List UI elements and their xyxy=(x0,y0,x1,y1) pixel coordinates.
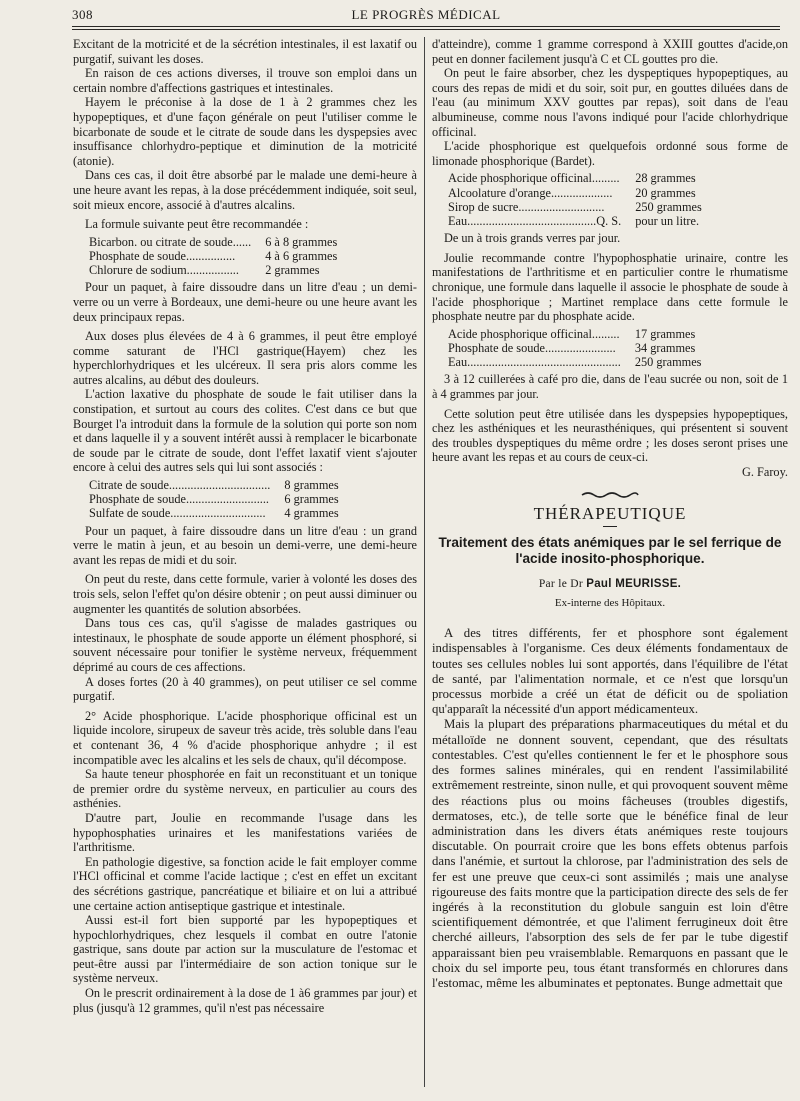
formula-row: Alcoolature d'orange.................... 20 grammes xyxy=(448,185,696,200)
paragraph: De un à trois grands verres par jour. xyxy=(444,231,621,246)
paragraph: On le prescrit ordinairement à la dose de 1 à6 grammes par jour) et plus (jusqu'à 12 grammes, qu'il n'est pas nécessaire xyxy=(73,986,417,1015)
paragraph: Aussi est-il fort bien supporté par les hypopeptiques et hypochlorhydriques, chez lesquels il combat en outre l'atonie gastrique, sans doute par action sur la musculature de l'estomac et peut-être aussi par l'intermédiaire de son action tonique sur le système nerveux. xyxy=(73,913,417,986)
author-line xyxy=(432,577,788,592)
formula-row: Phosphate de soude....................... 34 grammes xyxy=(448,340,696,355)
paragraph: Hayem le préconise à la dose de 1 à 2 grammes chez les hypopeptiques, et d'une façon générale on peut l'utiliser comme le bicarbonate de soude et le citrate de soude dans les dyspepsies avec insuffisance chlorhydro-peptique et diminution de la motricité (atonie). xyxy=(73,95,417,168)
formula-row: Phosphate de soude................ 4 à 6 grammes xyxy=(89,248,338,263)
paragraph: d'atteindre), comme 1 gramme correspond à XXIII gouttes d'acide,on peut en donner facilement jusqu'à C et CL gouttes pro die. xyxy=(432,37,788,66)
article-title: Traitement des états anémiques par le sel ferrique de l'acide inosito-phosphorique. xyxy=(438,535,782,567)
formula-row: Acide phosphorique officinal......... 17 grammes xyxy=(448,326,696,341)
paragraph: Aux doses plus élevées de 4 à 6 grammes, il peut être employé comme saturant de l'HCl gastrique(Hayem) chez les hyperchlorhydriques et les ulcéreux. Il sera pris alors comme les autres alcalins, au début des douleurs. xyxy=(73,329,417,387)
paragraph: Dans ces cas, il doit être absorbé par le malade une demi-heure à une heure avant les repas, à la dose précédemment indiquée, soit seul, soit mieux encore, associé à d'autres alcalins. xyxy=(73,168,417,212)
ornament-divider-icon xyxy=(580,491,640,499)
paragraph: On peut du reste, dans cette formule, varier à volonté les doses des trois sels, selon l'effet qu'on désire obtenir ; on peut aussi diminuer ou augmenter les quantités de solution absorbées. xyxy=(73,572,417,616)
section-title: THÉRAPEUTIQUE xyxy=(533,504,687,524)
formula-row: Eau.................................................. 250 grammes xyxy=(448,355,702,370)
column-rule xyxy=(424,37,425,1087)
paragraph: 2° Acide phosphorique. L'acide phosphorique officinal est un liquide incolore, sirupeux de saveur très acide, très soluble dans l'eau et contenant 36, 4 % d'acide phosphorique anhydre ; il est incompatible avec les alcalins et les sels de chaux, qu'il décompose. xyxy=(73,708,417,767)
formula-table xyxy=(448,171,702,228)
paragraph: La formule suivante peut être recommandée : xyxy=(85,217,309,232)
paragraph: Joulie recommande contre l'hypophosphatie urinaire, contre les manifestations de l'arthritisme et en particulier contre le rhumatisme chronique, une formule dans laquelle il associe le phosphate de soude à l'acide phosphorique ; Martinet remplace dans cette formule le phosphate neutre par du phosphate acide. xyxy=(432,250,788,324)
signature: G. Faroy. xyxy=(742,464,788,479)
paragraph: Dans tous ces cas, qu'il s'agisse de malades gastriques ou intestinaux, le phosphate de soude apporte un élément phosphoré, si souvent nécessaire pour tonifier le système nerveux, fréquemment déprimé au cours de ces affections. xyxy=(73,616,417,674)
paragraph: L'acide phosphorique est quelquefois ordonné sous forme de limonade phosphorique (Bardet). xyxy=(432,139,788,168)
paragraph: Excitant de la motricité et de la sécrétion intestinales, il est laxatif ou purgatif, suivant les doses. xyxy=(73,37,417,66)
title-rule xyxy=(603,526,617,527)
formula-row: Phosphate de soude........................... 6 grammes xyxy=(89,492,339,507)
formula-table xyxy=(89,478,339,521)
author-name: Paul MEURISSE. xyxy=(586,578,682,591)
formula-row: Eau..........................................Q. S. pour un litre. xyxy=(448,213,700,228)
paragraph: D'autre part, Joulie en recommande l'usage dans les hypophosphaties urinaires et les manifestations variées de l'arthritisme. xyxy=(73,810,417,855)
left-column xyxy=(73,37,417,1095)
paragraph: En raison de ces actions diverses, il trouve son emploi dans un certain nombre d'affections gastriques et intestinales. xyxy=(73,66,417,95)
paragraph: A des titres différents, fer et phosphore sont également indispensables à l'organisme. Ces deux éléments fondamentaux de toutes ses cellules nobles lui sont apportés, dans l'équilibre de l'état de santé, par l'alimentation normale, et ce n'est que lorsqu'un processus morbide a créé un état de déficit ou de spoliation qu'apparaît la nécessité d'un apport médicamenteux. xyxy=(432,626,788,717)
formula-row: Sirop de sucre............................ 250 grammes xyxy=(448,199,702,214)
paragraph: A doses fortes (20 à 40 grammes), on peut utiliser ce sel comme purgatif. xyxy=(73,674,417,704)
formula-row: Sulfate de soude............................... 4 grammes xyxy=(89,506,339,521)
formula-table xyxy=(89,235,337,278)
page-number: 308 xyxy=(72,7,93,22)
formula-row: Bicarbon. ou citrate de soude...... 6 à 8 grammes xyxy=(89,234,338,249)
running-header xyxy=(72,4,780,27)
journal-title: LE PROGRÈS MÉDICAL xyxy=(351,7,501,22)
paragraph: On peut le faire absorber, chez les dyspeptiques hypopeptiques, au cours des repas de midi et du soir, soit pur, en gouttes diluées dans de l'eau (au minimum XXV gouttes par repas), soit dans de l'eau albumineuse, comme nous l'avons indiqué pour l'acide chlorhydrique officinal. xyxy=(432,66,788,139)
paragraph: Sa haute teneur phosphorée en fait un reconstituant et un tonique de premier ordre du système nerveux, en particulier au cours des asthénies. xyxy=(73,767,417,811)
formula-row: Chlorure de sodium................. 2 grammes xyxy=(89,263,320,278)
paragraph: 3 à 12 cuillerées à café pro die, dans de l'eau sucrée ou non, soit de 1 à 4 grammes par jour. xyxy=(432,372,788,401)
paragraph: Cette solution peut être utilisée dans les dyspepsies hypopeptiques, chez les asthéniques et les neurasthéniques, qui présentent si souvent des troubles dyspeptiques du même ordre ; les doses seront prises une heure avant les repas et au cours de ceux-ci. xyxy=(432,406,788,465)
formula-row: Acide phosphorique officinal......... 28 grammes xyxy=(448,171,696,186)
right-column xyxy=(432,37,788,1095)
author-affiliation: Ex-interne des Hôpitaux. xyxy=(554,596,666,609)
author-prefix: Par le Dr xyxy=(538,578,584,591)
formula-row: Citrate de soude................................. 8 grammes xyxy=(89,478,339,493)
paragraph: L'action laxative du phosphate de soude le fait utiliser dans la constipation, et surtout au cours des colites. C'est dans ce but que Bourget l'a introduit dans la formule de la solution qui porte son nom et dans laquelle il y a souvent intérêt aussi à remplacer le bicarbonate de soude par le citrate de soude, dont l'effet laxatif vient s'ajouter encore à celui des autres sels qui lui sont associés : xyxy=(73,387,417,475)
paragraph: Mais la plupart des préparations pharmaceutiques du métal et du métalloïde ne donnent souvent, cependant, que des résultats contestables. C'est qu'elles contiennent le fer et le phosphore sous des formes salines minérales, qui en rendent l'assimilabilité extrêmement restreinte, sinon nulle, et qui provoquent souvent même des réactions plus ou moins fâcheuses (troubles digestifs, dermatoses, etc.), de telle sorte que le bénéfice final de leur administration dans les divers états anémiques reste toujours discutable. On pourrait croire que les bons effets obtenus parfois dans l'anémie, et surtout la chlorose, par l'administration des sels de fer est une preuve que ceux-ci sont assimilés ; mais une analyse rigoureuse des faits montre que la participation directe des sels de fer ingérés à la reconstitution du globule sanguin est loin d'être scientifiquement démontrée, et que l'aliment ferrugineux doit être cherché ailleurs, l'absorption des sels de fer par le tube digestif apparaissant bien peu vraisemblable. Remarquons en passant que le choix du sel importe peu, tous étant transformés en chlorures dans l'estomac, même les albuminates et peptonates. Bunge admettait que xyxy=(432,717,788,990)
paragraph: Pour un paquet, à faire dissoudre dans un litre d'eau : un grand verre le matin à jeun, et au besoin un demi-verre, une demi-heure avant les repas de midi et du soir. xyxy=(73,523,417,567)
paragraph: En pathologie digestive, sa fonction acide le fait employer comme l'HCl officinal et comme l'acide lactique ; c'est en effet un excitant des sécrétions gastrique, pancréatique et biliaire et on lui a attribué une certaine action antiseptique gastrique et intestinale. xyxy=(73,854,417,913)
paragraph: Pour un paquet, à faire dissoudre dans un litre d'eau ; un demi-verre ou un verre à Bordeaux, une demi-heure ou une heure avant les deux principaux repas. xyxy=(73,280,417,324)
formula-table xyxy=(448,327,701,370)
